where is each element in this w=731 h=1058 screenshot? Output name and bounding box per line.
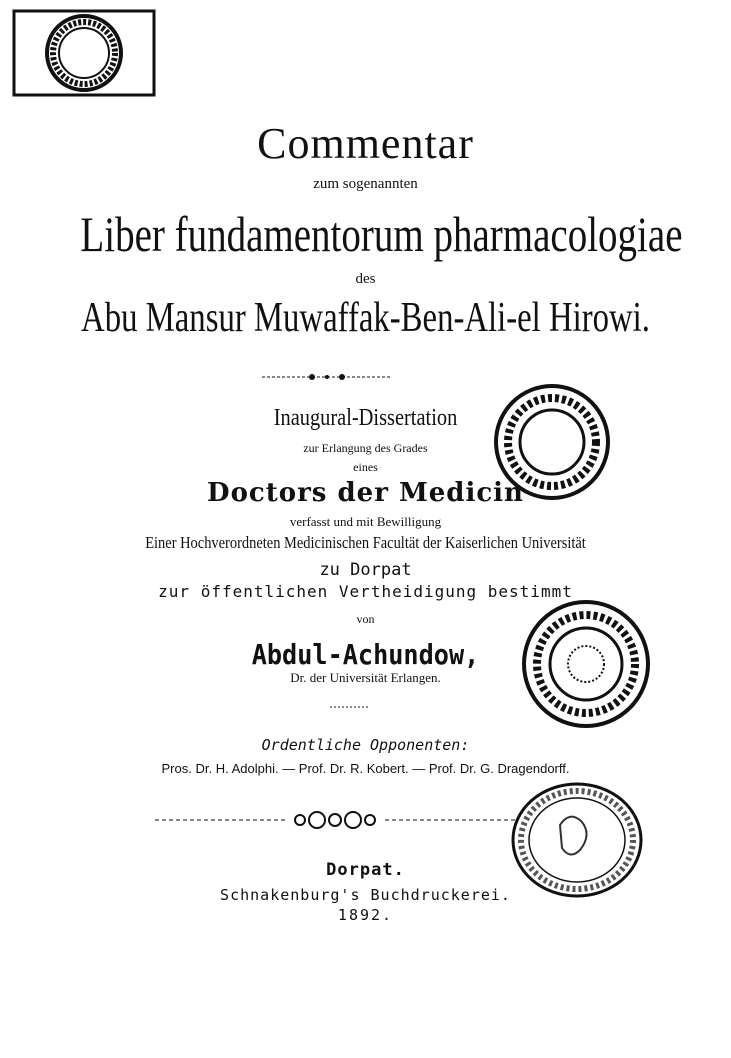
year: 1892. <box>337 906 394 924</box>
candidate-title: Dr. der Universität Erlangen. <box>290 670 441 685</box>
candidate-name: Abdul-Achundow, <box>251 638 480 671</box>
ornament-rule-bottom <box>155 808 515 832</box>
ornament-rule-top <box>262 370 392 384</box>
title: Commentar <box>257 119 474 168</box>
author-name: Abu Mansur Muwaffak-Ben-Ali-el Hirowi. <box>81 295 650 341</box>
eines-line: eines <box>353 460 378 474</box>
purpose-line: zur öffentlichen Vertheidigung bestimmt <box>158 582 573 601</box>
erlangung-line: zur Erlangung des Grades <box>303 441 428 455</box>
opponents-list: Pros. Dr. H. Adolphi. — Prof. Dr. R. Kobert. — Prof. Dr. G. Dragendorff. <box>161 761 570 776</box>
dissertation-heading: Inaugural-Dissertation <box>273 405 458 431</box>
subtitle-zum: zum sogenannten <box>313 176 418 192</box>
von-line: von <box>356 612 375 626</box>
oval-stamp-biblioteca <box>510 780 645 900</box>
library-stamp-top-left <box>8 5 158 100</box>
liber-title: Liber fundamentorum pharmacologiae <box>80 206 683 262</box>
verfasst-line: verfasst und mit Bewilligung <box>289 514 442 529</box>
faculty-line: Einer Hochverordneten Medicinischen Facultät der Kaiserlichen Universität <box>145 533 586 552</box>
city: Dorpat. <box>326 860 405 880</box>
des-line: des <box>355 271 376 287</box>
ornament-rule-small <box>330 704 370 710</box>
printer: Schnakenburg's Buchdruckerei. <box>220 886 511 904</box>
opponents-label: Ordentliche Opponenten: <box>261 736 470 754</box>
place-line: zu Dorpat <box>319 560 412 580</box>
degree-line: Doctors der Medicin <box>207 478 524 508</box>
